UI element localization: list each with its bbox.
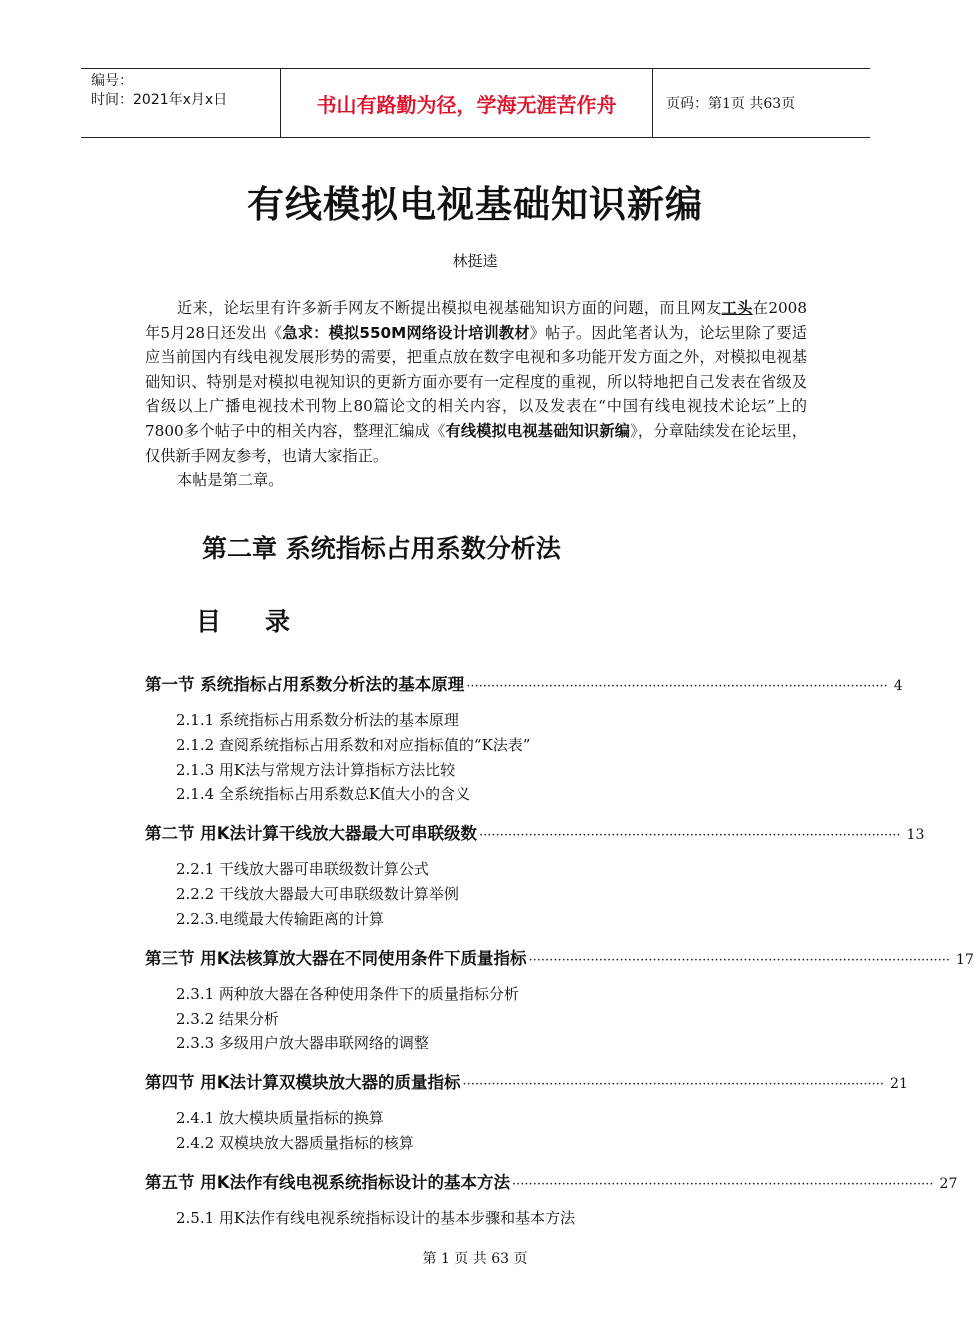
- page-header: [81, 68, 870, 138]
- user-link[interactable]: 工头: [721, 299, 753, 317]
- toc-section[interactable]: [145, 671, 903, 695]
- post-title: 急求：模拟550M网络设计培训教材: [282, 323, 530, 342]
- header-meta: [81, 69, 281, 137]
- toc-subsection[interactable]: 2.1.1 系统指标占用系数分析法的基本原理: [176, 711, 459, 729]
- intro-text: 在2008年5月28日还发出《: [145, 299, 808, 342]
- book-title: 有线模拟电视基础知识新编: [445, 421, 631, 440]
- toc-subsection[interactable]: 2.2.1 干线放大器可串联级数计算公式: [176, 860, 429, 878]
- toc-leader-dots: ······································································································: [462, 1077, 885, 1092]
- intro-text: 》帖子。因此笔者认为，论坛里除了要适应当前国内有线电视发展形势的需要，把重点放在数字电视和多功能开发方面之外，对模拟电视基础知识、特别是对模拟电视知识的更新方面亦要有一定程度的重视，所以特地把自己发表在省级及省级以上广播电视技术刊物上80篇论文的相关内容，以及发表在“中国有线电视技术论坛”上的7800多个帖子中的相关内容，整理汇编成《: [145, 323, 807, 440]
- toc-page-number: 21: [890, 1076, 908, 1092]
- toc-section[interactable]: [145, 1069, 908, 1093]
- toc-leader-dots: ······································································································: [528, 953, 951, 968]
- number-label: 编号：: [91, 73, 133, 89]
- toc-title-char: 录: [265, 607, 291, 636]
- page-footer: 第 1 页 共 63 页: [422, 1251, 528, 1267]
- toc-page-number: 27: [939, 1176, 958, 1192]
- toc-subsection[interactable]: 2.3.2 结果分析: [176, 1010, 279, 1028]
- toc-leader-dots: ······································································································: [466, 679, 888, 694]
- date-label: 时间：2021年x月x日: [91, 92, 228, 108]
- intro-section: [145, 296, 807, 493]
- toc-page-number: 4: [893, 678, 903, 694]
- toc-section-title: 第四节 用K法计算双模块放大器的质量指标: [145, 1073, 461, 1092]
- document-title: 有线模拟电视基础知识新编: [247, 183, 703, 226]
- toc-section-title: 第三节 用K法核算放大器在不同使用条件下质量指标: [145, 949, 527, 968]
- toc-subsection[interactable]: 2.5.1 用K法作有线电视系统指标设计的基本步骤和基本方法: [176, 1209, 576, 1227]
- intro-text: 近来，论坛里有许多新手网友不断提出模拟电视基础知识方面的问题，而且网友: [177, 299, 722, 317]
- toc-subsection[interactable]: 2.2.2 干线放大器最大可串联级数计算举例: [176, 885, 459, 903]
- toc-subsection[interactable]: 2.2.3.电缆最大传输距离的计算: [176, 910, 384, 928]
- chapter-title: 第二章 系统指标占用系数分析法: [202, 534, 561, 563]
- toc-subsection[interactable]: 2.1.4 全系统指标占用系数总K值大小的含义: [176, 785, 471, 803]
- intro-note: 本帖是第二章。: [177, 471, 284, 490]
- toc-leader-dots: ······································································································: [512, 1177, 934, 1192]
- toc-section[interactable]: [145, 1169, 958, 1193]
- toc-section[interactable]: [145, 945, 974, 969]
- toc-section-title: 第五节 用K法作有线电视系统指标设计的基本方法: [145, 1173, 511, 1192]
- intro-paragraph: [145, 296, 807, 468]
- toc-subsection[interactable]: 2.3.1 两种放大器在各种使用条件下的质量指标分析: [176, 985, 519, 1003]
- intro-text: 》，分章陆续发在论坛里，仅供新手网友参考，也请大家指正。: [145, 421, 808, 465]
- toc-section-title: 第二节 用K法计算干线放大器最大可串联级数: [145, 824, 478, 843]
- toc-leader-dots: ······································································································: [479, 828, 901, 843]
- toc-subsection[interactable]: 2.1.3 用K法与常规方法计算指标方法比较: [176, 761, 456, 779]
- toc-subsection[interactable]: 2.4.2 双模块放大器质量指标的核算: [176, 1134, 414, 1152]
- toc-subsection[interactable]: 2.1.2 查阅系统指标占用系数和对应指标值的“K法表”: [176, 736, 531, 754]
- toc-subsection[interactable]: 2.4.1 放大模块质量指标的换算: [176, 1109, 384, 1127]
- toc-title-char: 目: [196, 607, 222, 636]
- author: 林挺逵: [452, 252, 498, 270]
- toc-subsection[interactable]: 2.3.3 多级用户放大器串联网络的调整: [176, 1034, 429, 1052]
- toc-section[interactable]: [145, 820, 925, 844]
- toc-title: [196, 602, 334, 638]
- toc-page-number: 13: [906, 827, 925, 843]
- header-page-info: 页码：第1页 共63页: [666, 96, 796, 112]
- header-motto: 书山有路勤为径，学海无涯苦作舟: [281, 69, 653, 137]
- toc-page-number: 17: [956, 952, 974, 968]
- toc-section-title: 第一节 系统指标占用系数分析法的基本原理: [145, 675, 465, 694]
